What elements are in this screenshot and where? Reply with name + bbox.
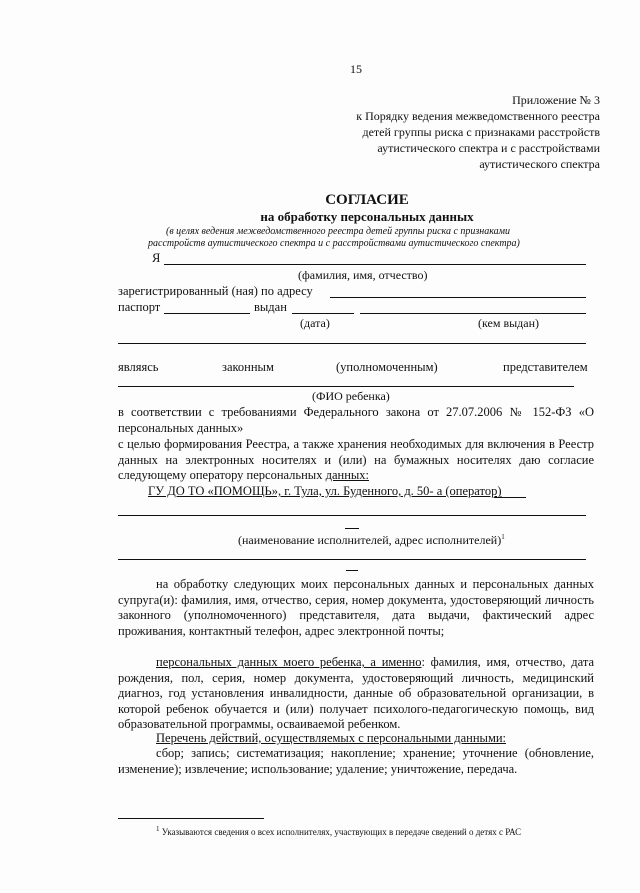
being-word: представителем bbox=[503, 360, 588, 374]
executors-caption-text: (наименование исполнителей, адрес исполнителей) bbox=[238, 533, 502, 547]
child-data-text: : фамилия, имя, отчество, дата рождения, пол, серия, номер документа, удостоверяющий личность, медицинский диагноз, год установления инвалидности, данные об образовательной организации, в которой ребенок обучается и (или) получает психолого-педагогическую помощь, вид образовательной программы, осваиваемой ребенком. bbox=[118, 655, 594, 731]
operator-tail-line bbox=[494, 497, 526, 498]
footnote-mark: 1 bbox=[501, 533, 505, 541]
fio-field-line bbox=[164, 264, 586, 265]
i-label: Я bbox=[152, 251, 161, 265]
operator-line: ГУ ДО ТО «ПОМОЩЬ», г. Тула, ул. Буденного, д. 50- а (оператор) bbox=[148, 484, 502, 498]
mark-dash bbox=[346, 570, 358, 571]
being-word: законным bbox=[222, 360, 274, 374]
footnote-text: Указываются сведения о всех исполнителях, участвующих в передаче сведений о детях с РАС bbox=[161, 827, 522, 837]
fio-caption: (фамилия, имя, отчество) bbox=[298, 268, 428, 282]
purpose-note-line: расстройств аутистического спектра и с расстройствами аутистического спектра) bbox=[148, 238, 520, 249]
child-field-line bbox=[118, 386, 574, 387]
passport-field-line bbox=[164, 313, 250, 314]
actions-heading: Перечень действий, осуществляемых с персональными данными: bbox=[156, 731, 507, 745]
being-word: (уполномоченным) bbox=[336, 360, 438, 374]
executors-caption bbox=[238, 533, 505, 548]
issuer-caption: (кем выдан) bbox=[478, 316, 540, 330]
purpose-paragraph bbox=[118, 437, 594, 484]
address-field-line bbox=[330, 297, 586, 298]
purpose-text: с целью формирования Реестра, а также хранения необходимых для включения в Реестр данных на электронных носителях и (или) на бумажных носителях даю согласие следующему оператору персональных bbox=[118, 437, 594, 482]
address-extra-line bbox=[118, 343, 586, 344]
appendix-line: детей группы риска с признаками расстройств bbox=[362, 125, 600, 139]
law-text-cont: персональных данных» bbox=[118, 421, 244, 435]
appendix-line: Приложение № 3 bbox=[512, 93, 600, 107]
footnote-separator bbox=[118, 818, 264, 819]
passport-label: паспорт bbox=[118, 300, 161, 314]
footnote bbox=[156, 825, 521, 837]
document-title: СОГЛАСИЕ bbox=[325, 192, 409, 208]
processing-paragraph: на обработку следующих моих персональных данных и персональных данных супруга(и): фамилия, имя, отчество, серия, номер документа, удостоверяющий личность законного (уполномоченного) представителя, дата выдачи, фактический адрес проживания, контактный телефон, адрес электронной почты; bbox=[118, 577, 594, 638]
mark-dash bbox=[345, 528, 359, 529]
issuer-field-line bbox=[360, 313, 586, 314]
child-data-label: персональных данных моего ребенка, а именно bbox=[156, 655, 422, 669]
footnote-mark: 1 bbox=[156, 825, 160, 833]
purpose-note-line: (в целях ведения межведомственного реестра детей группы риска с признаками bbox=[166, 226, 511, 237]
appendix-block bbox=[300, 92, 600, 172]
child-caption: (ФИО ребенка) bbox=[312, 389, 390, 403]
child-data-paragraph bbox=[118, 655, 594, 733]
executors-field-line bbox=[118, 515, 586, 516]
issued-label: выдан bbox=[254, 300, 287, 314]
date-caption: (дата) bbox=[300, 316, 330, 330]
document-subtitle: на обработку персональных данных bbox=[260, 209, 474, 224]
executors-extra-line bbox=[118, 559, 586, 560]
registered-label: зарегистрированный (ная) по адресу bbox=[118, 284, 313, 298]
page-number: 15 bbox=[350, 62, 362, 76]
being-word: являясь bbox=[118, 360, 159, 374]
appendix-line: аутистического спектра и с расстройствами bbox=[377, 141, 600, 155]
purpose-text-end: данных: bbox=[325, 468, 370, 482]
law-text: в соответствии с требованиями Федерального закона от 27.07.2006 № 152-ФЗ «О bbox=[118, 405, 594, 419]
issue-date-field-line bbox=[292, 313, 354, 314]
appendix-line: аутистического спектра bbox=[479, 157, 600, 171]
appendix-line: к Порядку ведения межведомственного реестра bbox=[356, 109, 600, 123]
actions-paragraph: сбор; запись; систематизация; накопление; хранение; уточнение (обновление, изменение); извлечение; использование; удаление; уничтожение, передача. bbox=[118, 746, 594, 776]
